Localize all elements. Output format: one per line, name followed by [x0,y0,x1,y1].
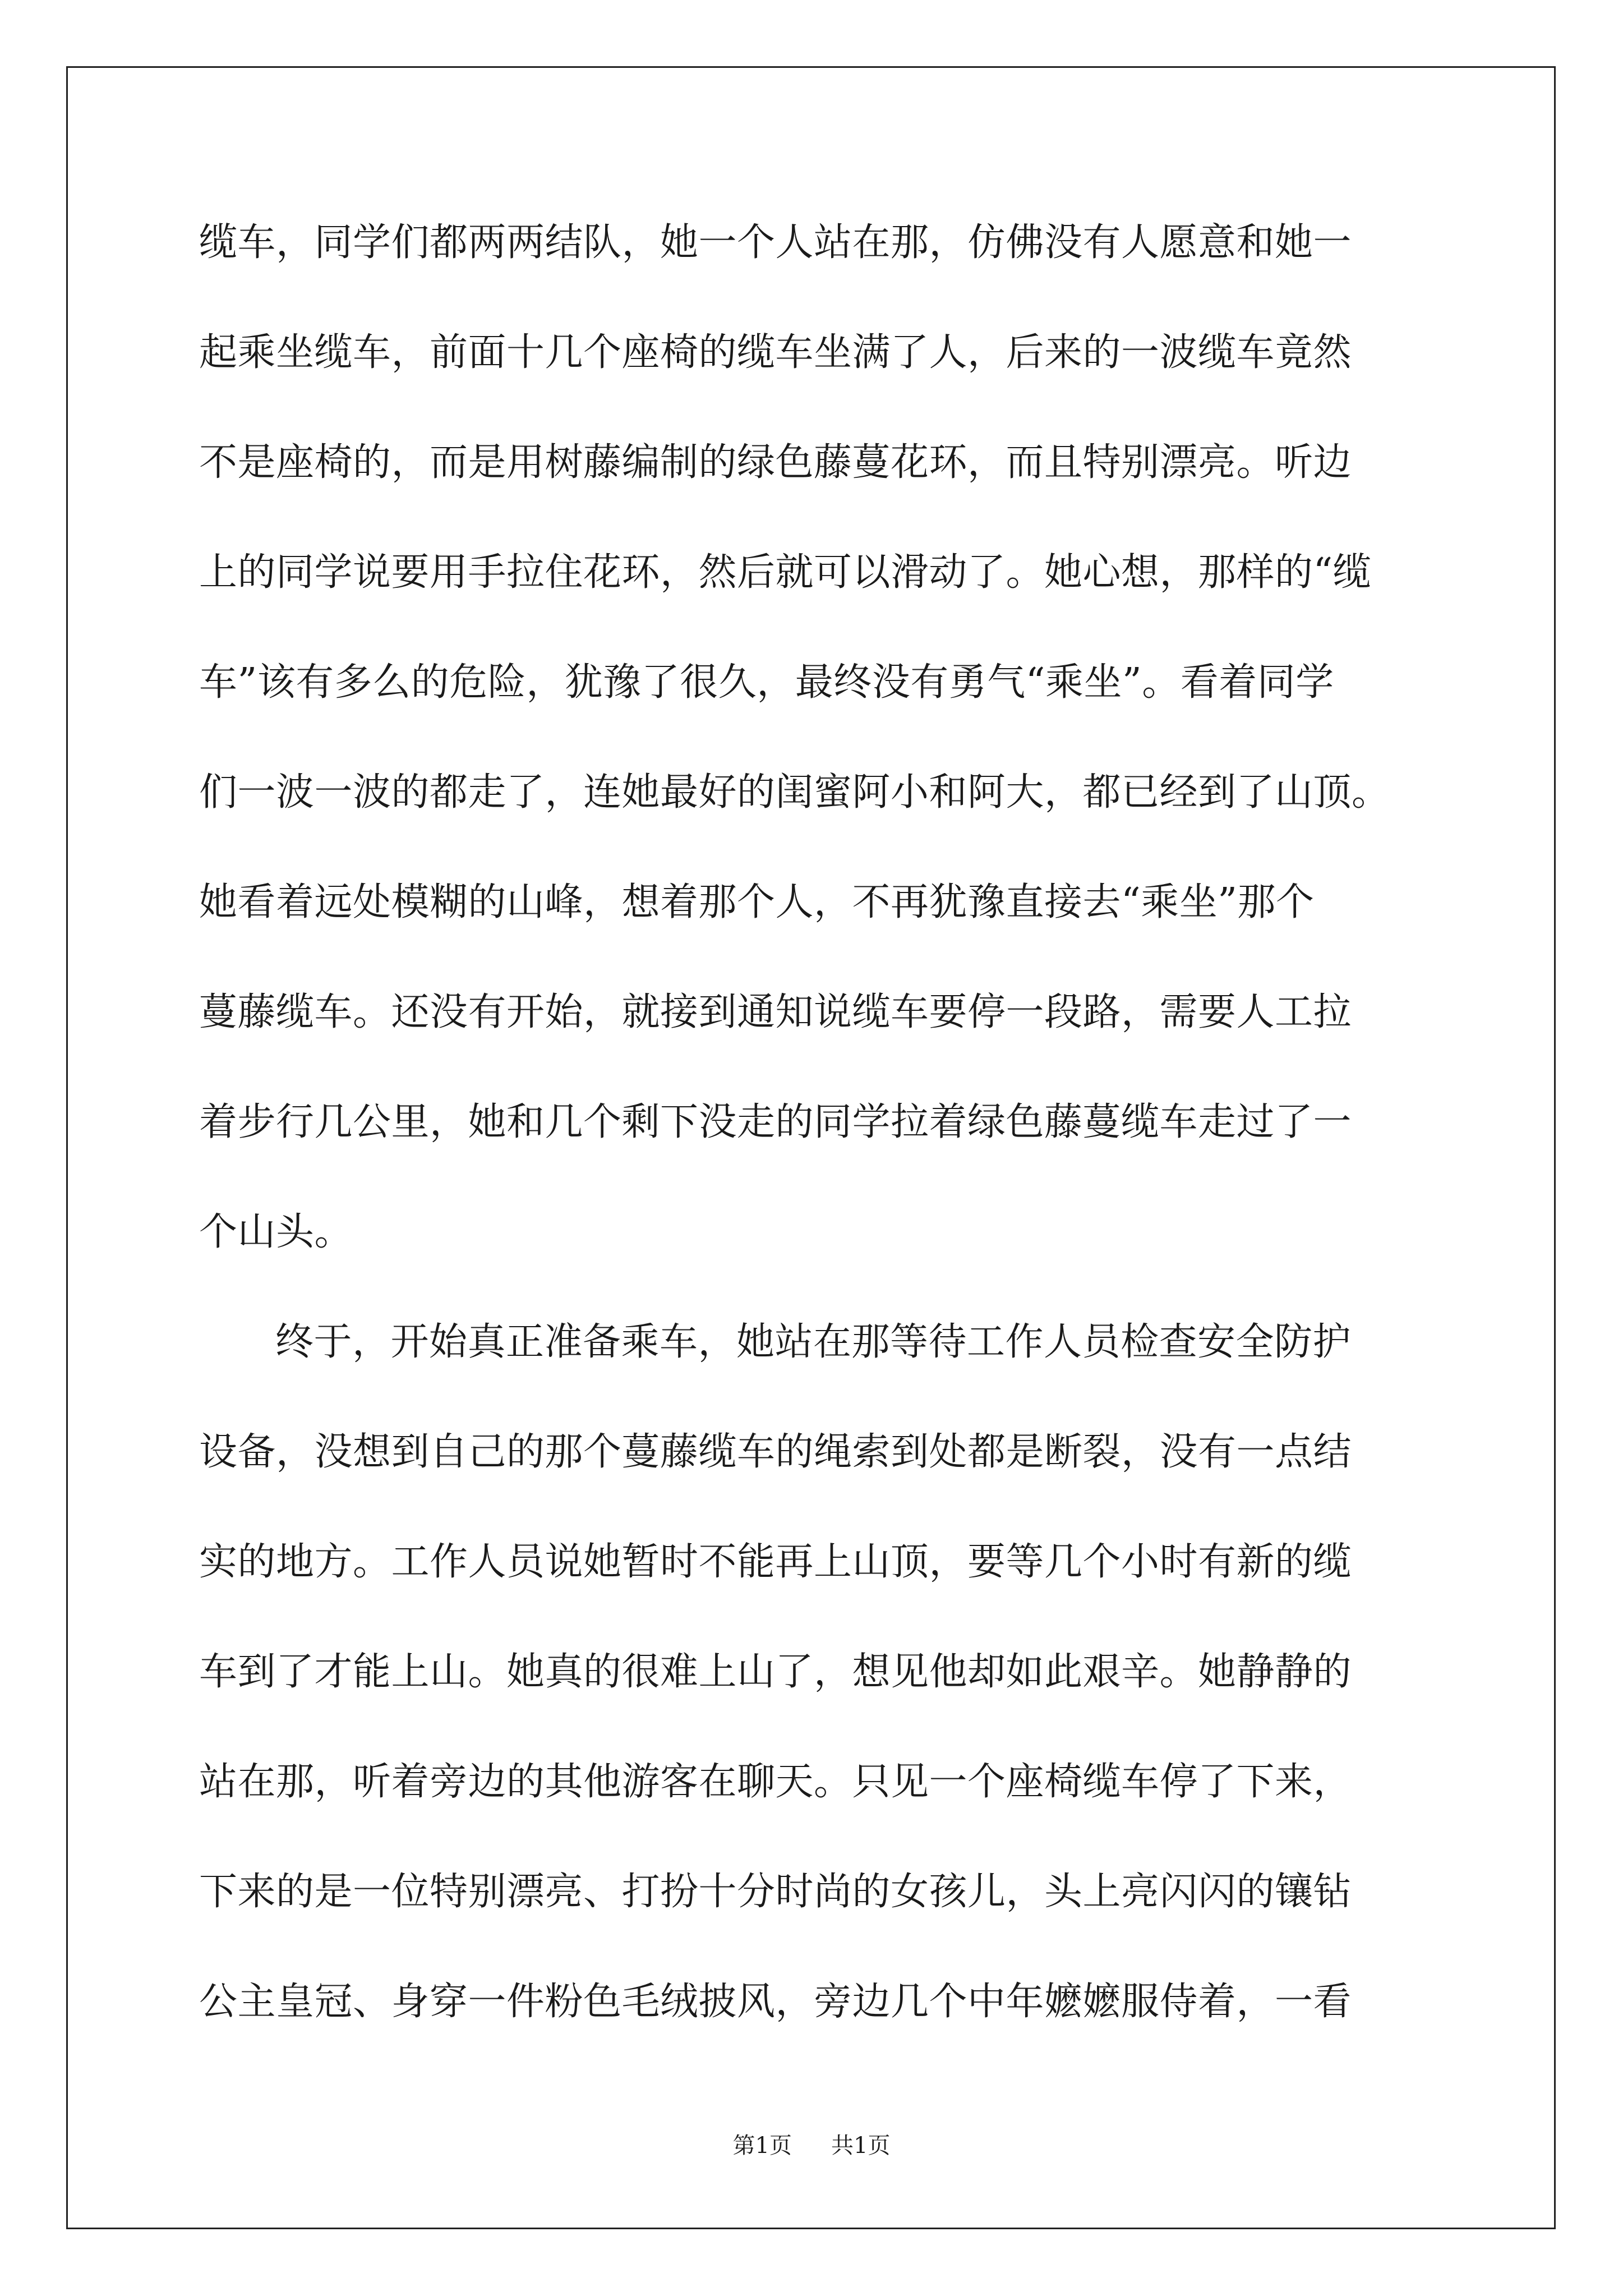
text-line: 站在那，听着旁边的其他游客在聊天。只见一个座椅缆车停了下来， [199,1760,1352,1804]
page-number-current: 第1页 [732,2133,792,2159]
text-line: 缆车，同学们都两两结队，她一个人站在那，仿佛没有人愿意和她一 [199,220,1352,265]
text-line: 设备，没想到自己的那个蔓藤缆车的绳索到处都是断裂，没有一点结 [199,1430,1352,1474]
text-line: 着步行几公里，她和几个剩下没走的同学拉着绿色藤蔓缆车走过了一 [199,1100,1352,1144]
text-line: 个山头。 [199,1210,353,1254]
text-line: 上的同学说要用手拉住花环，然后就可以滑动了。她心想，那样的“缆 [199,550,1372,595]
page-number-total: 共1页 [831,2133,891,2159]
text-line: 下来的是一位特别漂亮、打扮十分时尚的女孩儿，头上亮闪闪的镶钻 [199,1870,1352,1914]
text-line: 实的地方。工作人员说她暂时不能再上山顶，要等几个小时有新的缆 [199,1540,1352,1584]
text-line: 们一波一波的都走了，连她最好的闺蜜阿小和阿大，都已经到了山顶。 [199,770,1390,815]
text-line: 车”该有多么的危险，犹豫了很久，最终没有勇气“乘坐”。看着同学 [199,660,1334,705]
text-line: 车到了才能上山。她真的很难上山了，想见他却如此艰辛。她静静的 [199,1650,1352,1694]
text-line: 公主皇冠、身穿一件粉色毛绒披风，旁边几个中年嬷嬷服侍着，一看 [199,1980,1352,2024]
text-line: 起乘坐缆车，前面十几个座椅的缆车坐满了人，后来的一波缆车竟然 [199,330,1352,375]
page-footer [0,2129,1623,2162]
text-line: 蔓藤缆车。还没有开始，就接到通知说缆车要停一段路，需要人工拉 [199,990,1352,1034]
paragraph-start-line: 终于，开始真正准备乘车，她站在那等待工作人员检查安全防护 [275,1320,1352,1364]
document-body [199,188,1433,2057]
text-line: 不是座椅的，而是用树藤编制的绿色藤蔓花环，而且特别漂亮。听边 [199,440,1352,485]
text-line: 她看着远处模糊的山峰，想着那个人，不再犹豫直接去“乘坐”那个 [199,880,1315,924]
